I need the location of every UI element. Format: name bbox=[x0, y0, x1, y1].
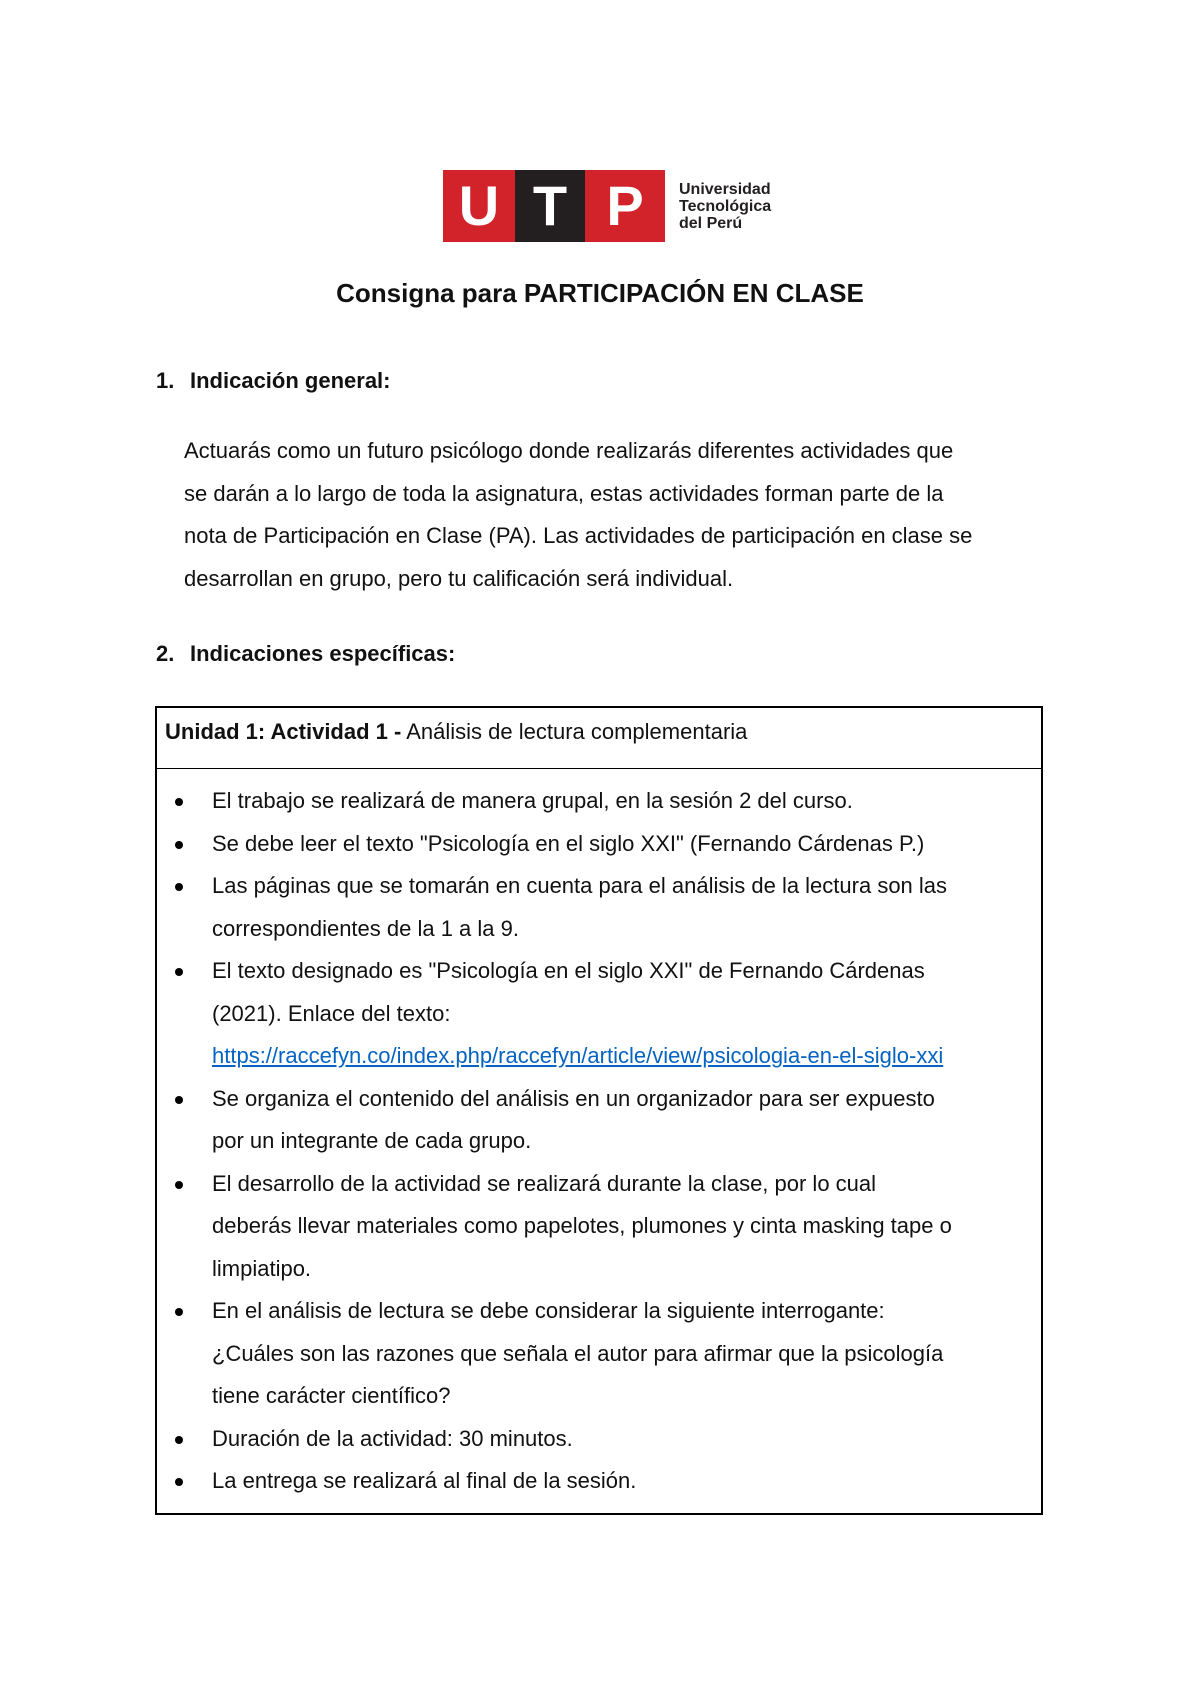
bullet-text-line: correspondientes de la 1 a la 9. bbox=[212, 915, 519, 941]
bullet-text-line: Se organiza el contenido del análisis en un organizador para ser expuesto bbox=[212, 1085, 935, 1111]
bullet-text-line: La entrega se realizará al final de la sesión. bbox=[212, 1468, 637, 1493]
section-number: 1. bbox=[156, 368, 175, 393]
paragraph-line: nota de Participación en Clase (PA). Las actividades de participación en clase se bbox=[184, 523, 973, 548]
bullet-text-line: Duración de la actividad: 30 minutos. bbox=[212, 1425, 573, 1451]
logo-block-u bbox=[443, 170, 515, 242]
section-heading-general bbox=[156, 368, 391, 394]
bullet-text-line: ¿Cuáles son las razones que señala el autor para afirmar que la psicología bbox=[212, 1340, 944, 1366]
activity-title-bold: Unidad 1: Actividad 1 - bbox=[165, 719, 402, 744]
bullet-dot-icon bbox=[175, 1308, 183, 1316]
bullet-dot-icon bbox=[175, 883, 183, 891]
bullet-item bbox=[157, 1290, 1041, 1418]
bullet-item bbox=[157, 950, 1041, 1078]
bullet-item bbox=[157, 823, 1041, 866]
bullet-dot-icon bbox=[175, 841, 183, 849]
activity-table bbox=[155, 706, 1043, 1515]
bullet-text-line: tiene carácter científico? bbox=[212, 1383, 451, 1408]
article-link[interactable]: https://raccefyn.co/index.php/raccefyn/article/view/psicologia-en-el-siglo-xxi bbox=[212, 1043, 944, 1068]
bullet-text-line: por un integrante de cada grupo. bbox=[212, 1128, 532, 1153]
activity-header bbox=[157, 708, 1041, 769]
bullet-text-line: En el análisis de lectura se debe considerar la siguiente interrogante: bbox=[212, 1298, 885, 1323]
paragraph-line: se darán a lo largo de toda la asignatura, estas actividades forman parte de la bbox=[184, 480, 944, 506]
paragraph-line: desarrollan en grupo, pero tu calificación será individual. bbox=[184, 565, 734, 591]
bullet-text-line: limpiatipo. bbox=[212, 1255, 312, 1281]
utp-logo bbox=[443, 170, 771, 242]
general-paragraph bbox=[184, 430, 1074, 600]
page-title: Consigna para PARTICIPACIÓN EN CLASE bbox=[336, 278, 864, 308]
logo-letter-u: U bbox=[458, 174, 500, 237]
activity-bullet-list bbox=[157, 780, 1041, 1503]
bullet-dot-icon bbox=[175, 1436, 183, 1444]
bullet-item bbox=[157, 1078, 1041, 1163]
bullet-dot-icon bbox=[175, 798, 183, 806]
bullet-dot-icon bbox=[175, 1181, 183, 1189]
bullet-item bbox=[157, 1418, 1041, 1461]
logo-letter-p: P bbox=[606, 174, 644, 237]
section-number: 2. bbox=[156, 641, 175, 666]
bullet-text-line: Se debe leer el texto "Psicología en el siglo XXI" (Fernando Cárdenas P.) bbox=[212, 830, 925, 856]
logo-block-t bbox=[515, 170, 585, 242]
bullet-text-line: El texto designado es "Psicología en el siglo XXI" de Fernando Cárdenas bbox=[212, 958, 925, 983]
bullet-dot-icon bbox=[175, 1096, 183, 1104]
section-heading-text: Indicaciones específicas: bbox=[190, 641, 456, 666]
activity-body bbox=[157, 769, 1041, 1503]
section-heading-text: Indicación general: bbox=[190, 368, 391, 393]
bullet-item bbox=[157, 1460, 1041, 1503]
bullet-dot-icon bbox=[175, 968, 183, 976]
logo-text-line: Universidad bbox=[679, 180, 771, 198]
logo-text-line: Tecnológica bbox=[679, 197, 772, 215]
bullet-text-line: El trabajo se realizará de manera grupal, en la sesión 2 del curso. bbox=[212, 788, 853, 813]
bullet-item bbox=[157, 865, 1041, 950]
logo-text bbox=[679, 181, 771, 232]
activity-title-rest: Análisis de lectura complementaria bbox=[401, 719, 748, 744]
logo-text-line: del Perú bbox=[679, 214, 743, 232]
bullet-text-line: Las páginas que se tomarán en cuenta para el análisis de la lectura son las bbox=[212, 873, 948, 898]
bullet-item bbox=[157, 1163, 1041, 1291]
bullet-dot-icon bbox=[175, 1478, 183, 1486]
logo-block-p bbox=[585, 170, 665, 242]
logo-letter-t: T bbox=[532, 174, 568, 237]
paragraph-line: Actuarás como un futuro psicólogo donde realizarás diferentes actividades que bbox=[184, 438, 954, 463]
bullet-item bbox=[157, 780, 1041, 823]
bullet-text-line: El desarrollo de la actividad se realizará durante la clase, por lo cual bbox=[212, 1170, 877, 1196]
bullet-text-line: deberás llevar materiales como papelotes, plumones y cinta masking tape o bbox=[212, 1213, 952, 1238]
bullet-text-line: (2021). Enlace del texto: bbox=[212, 1000, 451, 1026]
section-heading-specific bbox=[156, 641, 455, 667]
